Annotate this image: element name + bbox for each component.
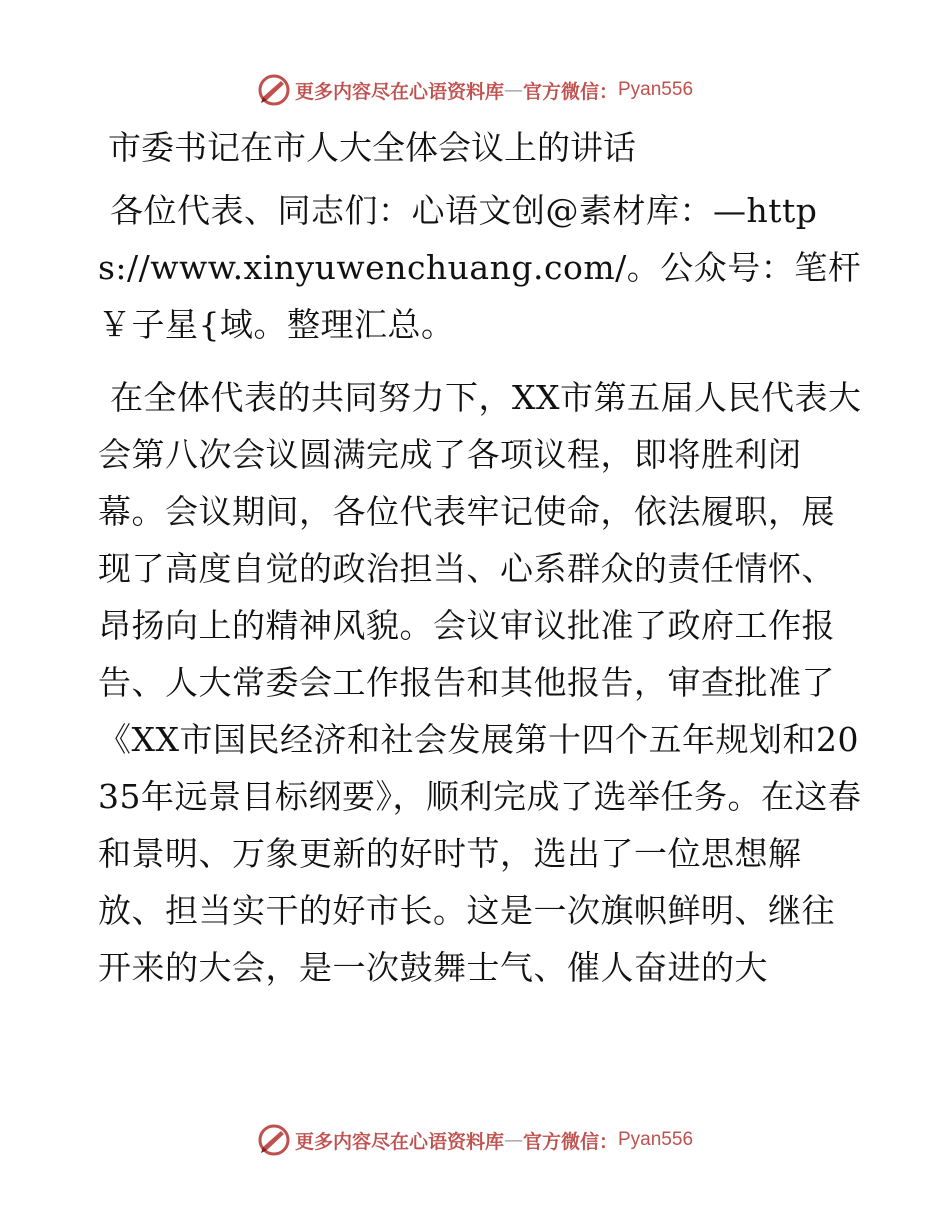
paragraph-2: 在全体代表的共同努力下，XX市第五届人民代表大会第八次会议圆满完成了各项议程，即将胜利闭幕。会议期间，各位代表牢记使命，依法履职，展现了高度自觉的政治担当、心系群众的责任情怀、昂扬向上的精神风貌。会议审议批准了政府工作报告、人大常委会工作报告和其他报告，审查批准了《XX市国民经济和社会发展第十四个五年规划和2035年远景目标纲要》，顺利完成了选举任务。在这春和景明、万象更新的好时节，选出了一位思想解放、担当实干的好市长。这是一次旗帜鲜明、继往开来的大会，是一次鼓舞士气、催人奋进的大 — [98, 378, 862, 987]
banner-wechat-id: Pyan556 — [618, 79, 694, 100]
footer-banner — [0, 1120, 950, 1160]
paragraph-1: 各位代表、同志们：心语文创@素材库：—https://www.xinyuwenchuang.com/。公众号：笔杆￥子星{域。整理汇总。 — [98, 191, 862, 344]
banner-dash: — — [503, 1129, 523, 1151]
banner-official-label: 官方微信： — [522, 80, 618, 103]
banner-text: 更多内容尽在心语资料库 — [294, 80, 504, 103]
banner-official-label: 官方微信： — [522, 1130, 618, 1153]
document-body — [98, 120, 868, 996]
banner-text: 更多内容尽在心语资料库 — [294, 1130, 504, 1153]
document-title: 市委书记在市人大全体会议上的讲话 — [108, 128, 636, 167]
pen-logo-icon — [257, 73, 291, 107]
header-banner — [0, 70, 950, 110]
banner-dash: — — [503, 79, 523, 101]
banner-wechat-id: Pyan556 — [618, 1129, 694, 1150]
pen-logo-icon — [257, 1123, 291, 1157]
